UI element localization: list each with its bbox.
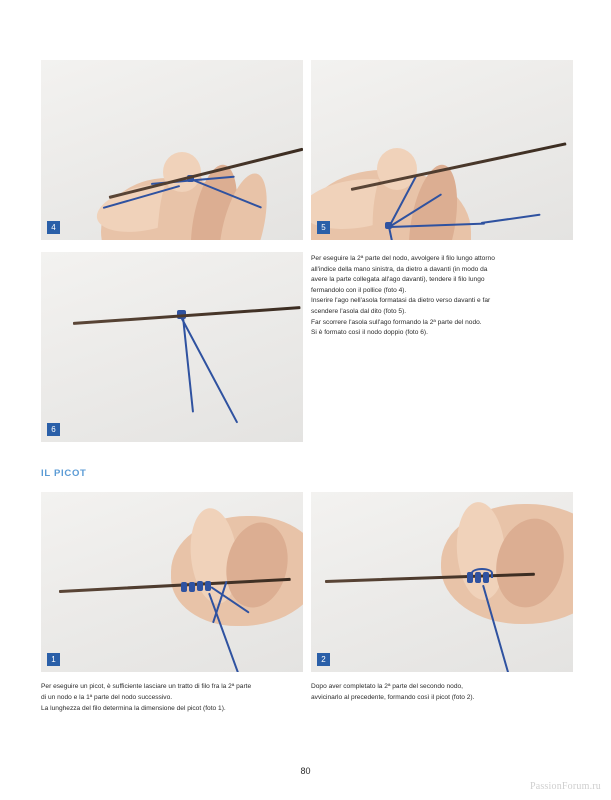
photo-badge: 5 bbox=[317, 221, 330, 234]
watermark: PassionForum.ru bbox=[529, 781, 601, 792]
section-title-il-picot: IL PICOT bbox=[41, 468, 87, 479]
stitch bbox=[181, 582, 187, 592]
stitch bbox=[197, 581, 203, 591]
photo-step-5 bbox=[311, 60, 573, 240]
photo-badge: 4 bbox=[47, 221, 60, 234]
photo-step-6 bbox=[41, 252, 303, 442]
photo-background bbox=[41, 252, 303, 442]
picot-loop bbox=[471, 568, 493, 578]
instruction-line: all'indice della mano sinistra, da dietro a davanti (in modo da bbox=[311, 265, 488, 273]
caption-picot-left bbox=[41, 682, 311, 714]
instruction-line: Per eseguire la 2ª parte del nodo, avvolgere il filo lungo attorno bbox=[311, 255, 495, 262]
page-number: 80 bbox=[300, 766, 311, 776]
instruction-line: fermandolo con il pollice (foto 4). bbox=[311, 286, 407, 294]
caption-line: avvicinarlo al precedente, formando così il picot (foto 2). bbox=[311, 693, 475, 701]
photo-picot-1 bbox=[41, 492, 303, 672]
caption-picot-right bbox=[311, 682, 581, 704]
caption-line: di un nodo e la 1ª parte del nodo successivo. bbox=[41, 693, 173, 701]
stitch bbox=[189, 582, 195, 592]
instruction-line: Far scorrere l'asola sull'ago formando la 2ª parte del nodo. bbox=[311, 318, 482, 326]
instruction-line: avere la parte collegata all'ago davanti), tendere il filo lungo bbox=[311, 276, 485, 284]
photo-picot-2 bbox=[311, 492, 573, 672]
instruction-line: scendere l'asola dal dito (foto 5). bbox=[311, 307, 407, 315]
caption-line: Dopo aver completato la 2ª parte del secondo nodo, bbox=[311, 683, 463, 690]
photo-badge: 6 bbox=[47, 423, 60, 436]
instruction-line: Si è formato così il nodo doppio (foto 6). bbox=[311, 329, 428, 337]
photo-badge: 1 bbox=[47, 653, 60, 666]
thread-knot bbox=[385, 222, 392, 229]
instructions-block bbox=[311, 254, 573, 339]
photo-badge: 2 bbox=[317, 653, 330, 666]
photo-step-4 bbox=[41, 60, 303, 240]
caption-line: Per eseguire un picot, è sufficiente lasciare un tratto di filo fra la 2ª parte bbox=[41, 683, 252, 690]
hand-index-tip bbox=[163, 152, 201, 192]
instruction-line: Inserire l'ago nell'asola formatasi da dietro verso davanti e far bbox=[311, 297, 491, 305]
caption-line: La lunghezza del filo determina la dimensione del picot (foto 1). bbox=[41, 704, 226, 712]
